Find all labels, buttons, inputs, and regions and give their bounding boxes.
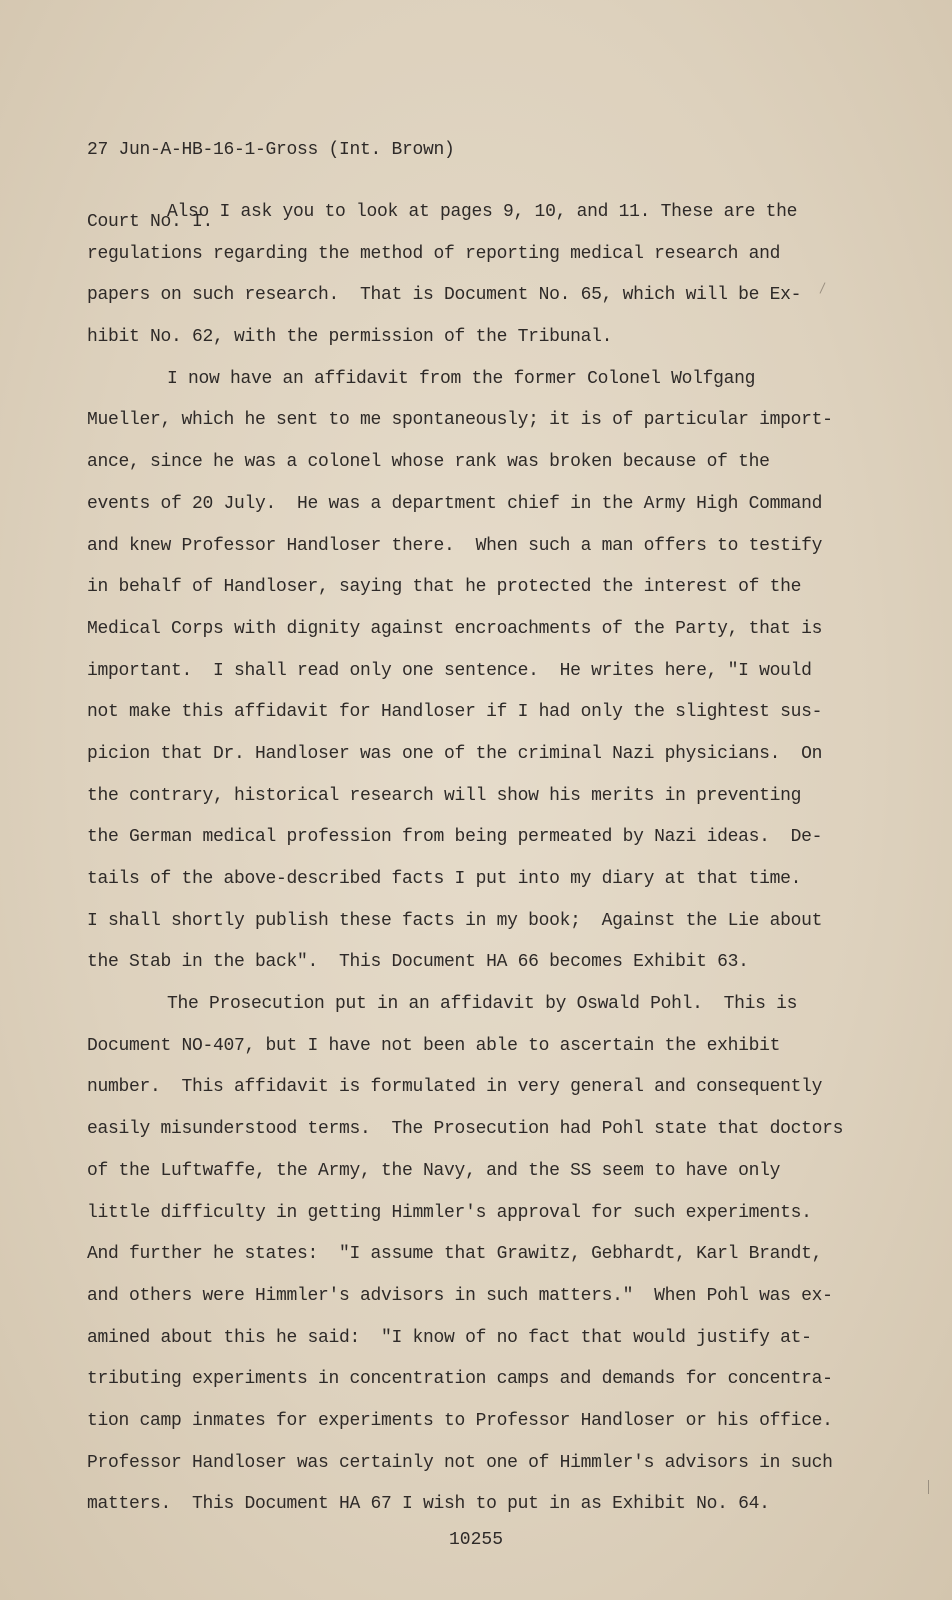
- text-line: Also I ask you to look at pages 9, 10, and 11. These are the: [167, 202, 798, 222]
- text-line: not make this affidavit for Handloser if I had only the slightest sus-: [87, 702, 823, 723]
- text-line: of the Luftwaffe, the Army, the Navy, and the SS seem to have only: [87, 1160, 781, 1181]
- header-court-line: Court No. I.: [87, 212, 214, 232]
- text-line: in behalf of Handloser, saying that he protected the interest of the: [87, 577, 802, 598]
- transcript-body: [87, 192, 844, 1526]
- text-line: Mueller, which he sent to me spontaneously; it is of particular import-: [87, 410, 833, 431]
- page-number: 10255: [448, 1530, 503, 1550]
- text-line: amined about this he said: "I know of no fact that would justify at-: [87, 1327, 812, 1348]
- text-line: easily misunderstood terms. The Prosecution had Pohl state that doctors: [87, 1119, 844, 1140]
- text-line: papers on such research. That is Document No. 65, which will be Ex-: [87, 285, 802, 306]
- text-line: ance, since he was a colonel whose rank was broken because of the: [87, 452, 770, 473]
- text-line: the contrary, historical research will show his merits in preventing: [87, 785, 802, 806]
- header-reference-line: 27 Jun-A-HB-16-1-Gross (Int. Brown): [87, 140, 455, 160]
- text-line: the Stab in the back". This Document HA 66 becomes Exhibit 63.: [87, 952, 749, 973]
- text-line: and others were Himmler's advisors in such matters." When Pohl was ex-: [87, 1285, 833, 1306]
- text-line: little difficulty in getting Himmler's approval for such experiments.: [87, 1202, 812, 1223]
- text-line: and knew Professor Handloser there. When such a man offers to testify: [87, 535, 823, 556]
- text-line: matters. This Document HA 67 I wish to put in as Exhibit No. 64.: [87, 1494, 770, 1515]
- text-line: tails of the above-described facts I put into my diary at that time.: [87, 869, 802, 889]
- text-line: Medical Corps with dignity against encroachments of the Party, that is: [87, 618, 823, 639]
- text-line: And further he states: "I assume that Grawitz, Gebhardt, Karl Brandt,: [87, 1244, 823, 1265]
- text-line: I shall shortly publish these facts in my book; Against the Lie about: [87, 910, 823, 931]
- text-line: picion that Dr. Handloser was one of the criminal Nazi physicians. On: [87, 743, 823, 764]
- text-line: hibit No. 62, with the permission of the Tribunal.: [87, 327, 613, 348]
- text-line: important. I shall read only one sentence. He writes here, "I would: [87, 660, 812, 681]
- text-line: tion camp inmates for experiments to Professor Handloser or his office.: [87, 1410, 833, 1431]
- text-line: I now have an affidavit from the former Colonel Wolfgang: [167, 368, 756, 389]
- text-line: number. This affidavit is formulated in very general and consequently: [87, 1077, 823, 1098]
- text-line: regulations regarding the method of reporting medical research and: [87, 243, 781, 264]
- text-line: events of 20 July. He was a department chief in the Army High Command: [87, 493, 823, 514]
- text-line: tributing experiments in concentration camps and demands for concentra-: [87, 1369, 833, 1390]
- text-line: Professor Handloser was certainly not one of Himmler's advisors in such: [87, 1452, 833, 1473]
- text-line: the German medical profession from being permeated by Nazi ideas. De-: [87, 827, 823, 848]
- text-line: The Prosecution put in an affidavit by Oswald Pohl. This is: [167, 994, 798, 1015]
- text-line: Document NO-407, but I have not been able to ascertain the exhibit: [87, 1035, 781, 1056]
- margin-mark: [928, 1480, 929, 1494]
